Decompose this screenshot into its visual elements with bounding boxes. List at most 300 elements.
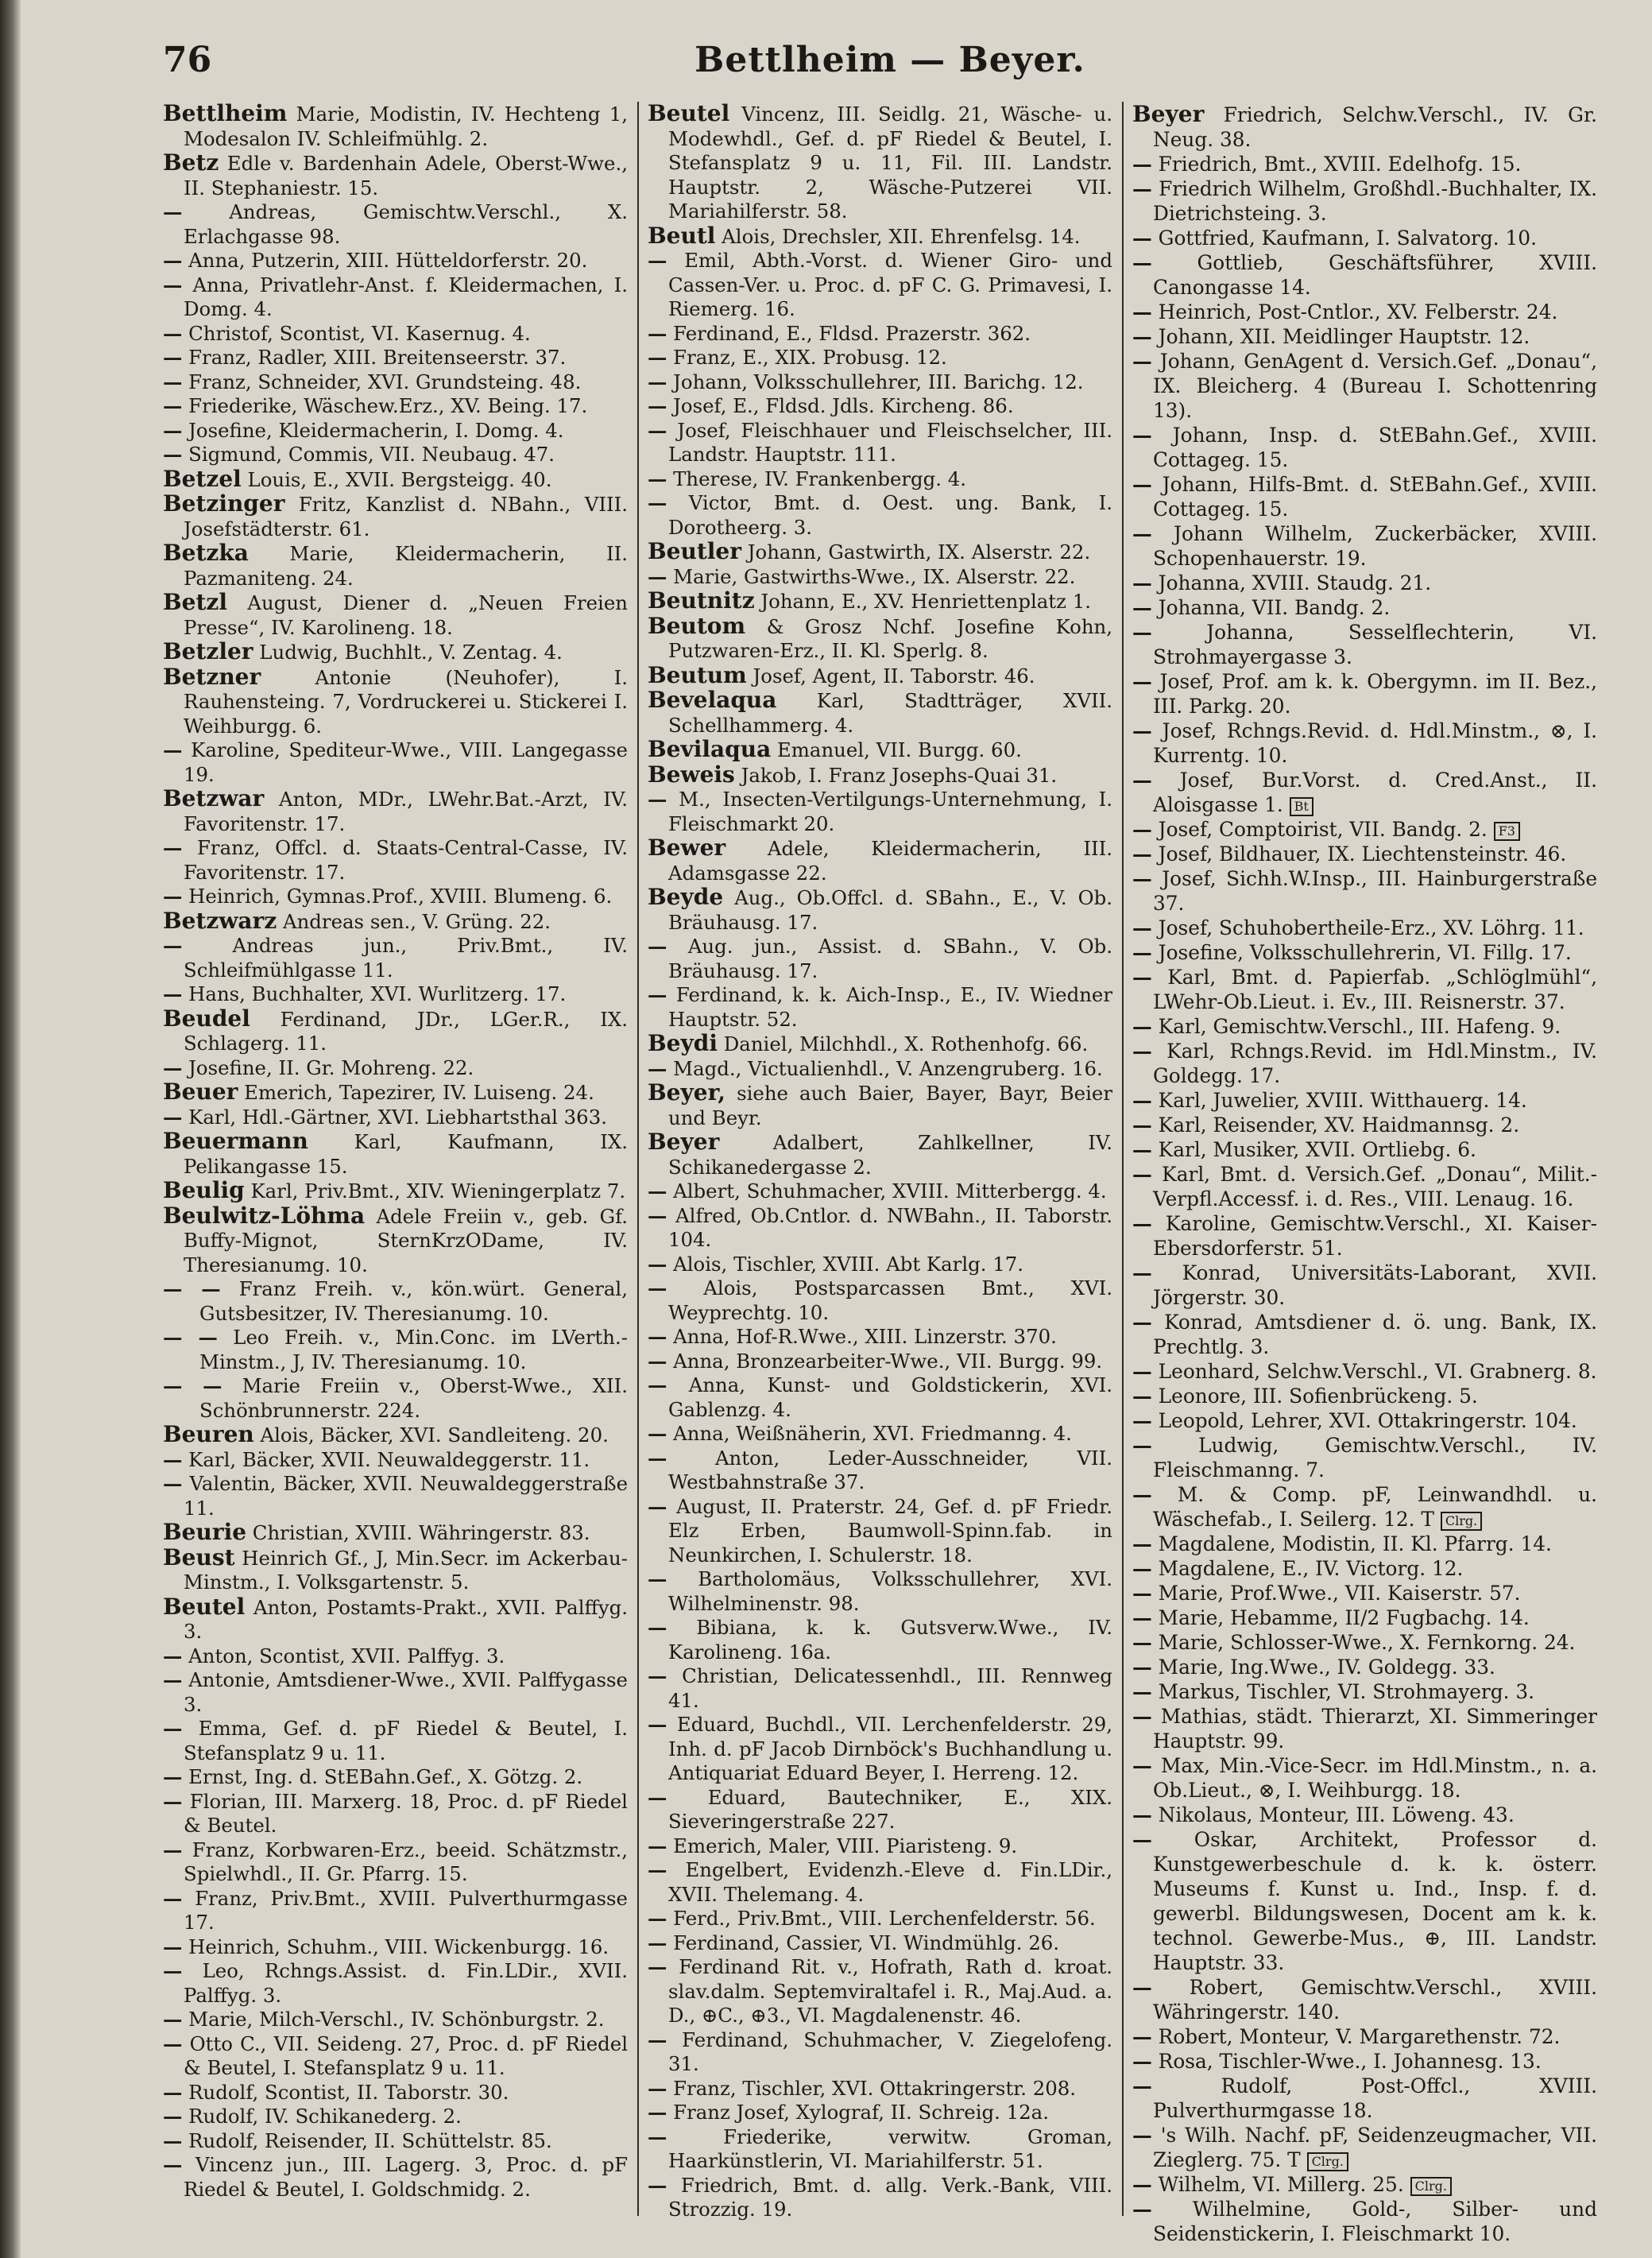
entry-surname: Beutel <box>648 100 730 126</box>
entry-text: Eduard, Bautechniker, E., XIX. Sieveringerstraße 227. <box>667 1785 1112 1833</box>
entry-surname: Beyer <box>648 1129 720 1155</box>
directory-entry <box>1132 2024 1597 2049</box>
entry-surname: Betzler <box>163 638 253 664</box>
directory-column-1 <box>163 102 628 2202</box>
entry-text: Florian, III. Marxerg. 18, Proc. d. pF Riedel & Beutel. <box>182 1789 628 1837</box>
directory-entry <box>163 200 628 249</box>
entry-dash: — <box>1132 1705 1152 1728</box>
entry-dash: — <box>1132 522 1152 545</box>
entry-dash: — <box>648 1422 667 1445</box>
directory-entry <box>1132 1408 1597 1433</box>
entry-text: Max, Min.-Vice-Secr. im Hdl.Minstm., n. a. Ob.Lieut., ⊗, I. Weihburgg. 18. <box>1151 1754 1597 1802</box>
entry-dash: — <box>1132 1483 1152 1506</box>
entry-text: Magdalene, Modistin, II. Kl. Pfarrg. 14. <box>1151 1532 1552 1555</box>
entry-text: Marie, Ing.Wwe., IV. Goldegg. 33. <box>1151 1656 1495 1679</box>
entry-text: Jakob, I. Franz Josephs-Quai 31. <box>734 763 1058 787</box>
entry-text: Wilhelm, VI. Millerg. 25. <box>1151 2173 1404 2196</box>
entry-dash: — <box>163 370 183 393</box>
entry-dash: — <box>163 2153 183 2176</box>
entry-surname: Betzel <box>163 465 242 492</box>
entry-dash: — <box>1132 1557 1152 1580</box>
directory-entry <box>163 1765 628 1790</box>
entry-text: Emil, Abth.-Vorst. d. Wiener Giro- und Cassen-Ver. u. Proc. d. pF C. G. Primavesi, I. Riemerg. 16. <box>667 249 1112 320</box>
entry-text: Friedrich, Bmt., XVIII. Edelhofg. 15. <box>1151 153 1522 176</box>
directory-entry <box>163 467 628 493</box>
directory-entry <box>1132 2049 1597 2074</box>
entry-dash: — <box>1132 2198 1152 2221</box>
entry-surname: Beuermann <box>163 1128 308 1154</box>
entry-text: Marie, Prof.Wwe., VII. Kaiserstr. 57. <box>1151 1582 1521 1605</box>
directory-entry <box>163 1838 628 1887</box>
entry-text: Karl, Kaufmann, IX. Pelikangasse 15. <box>184 1130 628 1178</box>
entry-dash: — <box>1132 1311 1152 1334</box>
entry-text: Emerich, Maler, VIII. Piaristeng. 9. <box>667 1834 1018 1857</box>
directory-entry <box>1132 1482 1597 1532</box>
entry-text: Franz Josef, Xylograf, II. Schreig. 12a. <box>667 2101 1049 2124</box>
entry-surname: Betzka <box>163 540 249 566</box>
entry-dash: — <box>1132 867 1152 890</box>
book-binding-shadow <box>0 0 21 2258</box>
entry-dash: — <box>163 346 183 369</box>
entry-surname: Betz <box>163 149 219 176</box>
directory-entry <box>163 1106 628 1130</box>
entry-text: Gottfried, Kaufmann, I. Salvatorg. 10. <box>1151 227 1537 250</box>
entry-text: Leopold, Lehrer, XVI. Ottakringerstr. 104. <box>1151 1409 1577 1432</box>
entry-text: Karl, Bmt. d. Papierfab. „Schlöglmühl“, LWehr-Ob.Lieut. i. Ev., III. Reisnerstr. 37. <box>1151 966 1597 1013</box>
entry-text: Franz, Radler, XIII. Breitenseerstr. 37. <box>182 346 567 369</box>
entry-text: Anton, Leder-Ausschneider, VII. Westbahnstraße 37. <box>667 1446 1112 1493</box>
entry-text: Konrad, Amtsdiener d. ö. ung. Bank, IX. Prechtlg. 3. <box>1151 1311 1597 1358</box>
entry-dash: — <box>1132 842 1152 866</box>
entry-dash: — <box>1132 1680 1152 1703</box>
entry-surname: Beuren <box>163 1421 254 1447</box>
entry-text: Anna, Privatlehr-Anst. f. Kleidermachen, I. Domg. 4. <box>182 273 628 320</box>
directory-entry <box>163 492 628 541</box>
entry-dash: — <box>163 1472 183 1495</box>
directory-entry <box>648 370 1112 395</box>
directory-entry <box>1132 1261 1597 1310</box>
entry-dash: — <box>648 467 667 490</box>
entry-dash: — <box>648 249 667 272</box>
entry-surname: Beutom <box>648 612 746 639</box>
directory-entry <box>1132 176 1597 226</box>
directory-entry <box>1132 152 1597 176</box>
directory-entry <box>163 419 628 443</box>
entry-text: Franz, Tischler, XVI. Ottakringerstr. 208. <box>667 2076 1077 2100</box>
entry-text: Aug. jun., Assist. d. SBahn., V. Ob. Bräuhausg. 17. <box>667 935 1112 982</box>
entry-dash: — <box>163 885 183 908</box>
entry-dash: — <box>163 2031 183 2055</box>
entry-text: Fritz, Kanzlist d. NBahn., VIII. Josefstädterstr. 61. <box>184 493 628 540</box>
directory-entry <box>163 738 628 787</box>
directory-entry <box>648 661 1112 689</box>
directory-entry <box>163 1423 628 1448</box>
entry-dash: — <box>163 2128 183 2152</box>
directory-entry <box>648 1130 1112 1179</box>
entry-dash: — <box>1132 941 1152 964</box>
entry-dash: — <box>1132 596 1152 619</box>
directory-entry <box>163 934 628 982</box>
entry-dash: — <box>1132 818 1152 841</box>
entry-text: Christof, Scontist, VI. Kasernug. 4. <box>182 321 531 345</box>
directory-column-3 <box>1132 102 1597 2246</box>
entry-surname: Beurie <box>163 1519 247 1545</box>
entry-dash: — <box>1132 251 1152 274</box>
entry-text: Ferdinand, k. k. Aich-Insp., E., IV. Wiedner Hauptstr. 52. <box>667 983 1112 1031</box>
entry-dash: — <box>648 1349 667 1373</box>
entry-dash: — <box>163 2105 183 2128</box>
entry-dash: — <box>1132 300 1152 323</box>
entry-surname: Betzl <box>163 589 227 615</box>
directory-entry <box>1132 1704 1597 1753</box>
entry-text: Friederike, Wäschew.Erz., XV. Being. 17. <box>182 394 588 417</box>
entry-text: Josefine, Volksschullehrerin, VI. Fillg. 17. <box>1151 941 1572 964</box>
entry-surname: Bettlheim <box>163 100 288 126</box>
entry-text: Alois, Drechsler, XII. Ehrenfelsg. 14. <box>715 224 1081 248</box>
entry-dash: — <box>163 443 183 466</box>
entry-surname: Betzwarz <box>163 907 277 934</box>
entry-dash: — <box>648 1494 667 1518</box>
directory-entry <box>648 102 1112 224</box>
directory-entry <box>1132 595 1597 620</box>
directory-entry <box>163 2008 628 2032</box>
entry-dash: — <box>1132 325 1152 348</box>
entry-dash: — <box>648 2124 667 2148</box>
directory-entry <box>648 1032 1112 1057</box>
entry-surname: Betzwar <box>163 785 265 811</box>
entry-text: Marie, Milch-Verschl., IV. Schönburgstr. 2. <box>182 2008 605 2031</box>
entry-dash: — <box>1132 1015 1152 1038</box>
directory-entry <box>1132 1384 1597 1408</box>
entry-text: Christian, XVIII. Währingerstr. 83. <box>246 1521 590 1544</box>
directory-entry <box>1132 1655 1597 1679</box>
directory-entry <box>648 589 1112 614</box>
entry-dash: — <box>163 321 183 345</box>
directory-entry <box>163 541 628 591</box>
directory-entry <box>648 1422 1112 1447</box>
directory-entry <box>1132 2197 1597 2246</box>
directory-entry <box>163 1520 628 1546</box>
entry-surname: Bewer <box>648 835 726 861</box>
directory-entry <box>163 1644 628 1669</box>
directory-entry <box>648 1447 1112 1495</box>
entry-surname: Beutler <box>648 538 741 564</box>
directory-entry <box>1132 1137 1597 1162</box>
directory-entry <box>1132 1211 1597 1261</box>
entry-text: Rosa, Tischler-Wwe., I. Johannesg. 13. <box>1151 2050 1542 2073</box>
directory-entry <box>1132 1162 1597 1211</box>
entry-dash: — <box>648 1955 667 1978</box>
directory-entry <box>1132 472 1597 521</box>
entry-dash: — <box>648 1373 667 1396</box>
entry-dash: — <box>648 1664 667 1687</box>
entry-text: & Grosz Nchf. Josefine Kohn, Putzwaren-Erz., II. Kl. Sperlg. 8. <box>668 614 1112 662</box>
directory-entry <box>1132 940 1597 965</box>
directory-entry <box>1132 102 1597 152</box>
entry-text: Josef, Agent, II. Taborstr. 46. <box>746 664 1035 687</box>
directory-entry <box>163 1887 628 1935</box>
entry-text: Louis, E., XVII. Bergsteigg. 40. <box>241 467 552 491</box>
entry-text: Albert, Schuhmacher, XVIII. Mitterbergg. 4. <box>667 1179 1107 1203</box>
entry-text: August, Diener d. „Neuen Freien Presse“, IV. Karolineng. 18. <box>184 591 628 639</box>
entry-dash: — <box>163 1838 183 1861</box>
directory-entry <box>648 1664 1112 1713</box>
entry-text: Josef, E., Fldsd. Jdls. Kircheng. 86. <box>667 394 1014 417</box>
entry-dash: — <box>163 249 183 272</box>
directory-entry <box>648 688 1112 738</box>
directory-entry <box>1132 521 1597 571</box>
directory-entry <box>648 224 1112 250</box>
entry-text: Karl, Reisender, XV. Haidmannsg. 2. <box>1151 1114 1520 1137</box>
entry-dash: — <box>1132 1114 1152 1137</box>
entry-text: Marie, Hebamme, II/2 Fugbachg. 14. <box>1151 1606 1530 1629</box>
directory-entry <box>648 2101 1112 2125</box>
directory-entry <box>648 1495 1112 1568</box>
entry-surname: Beyde <box>648 884 724 910</box>
directory-entry <box>648 935 1112 983</box>
entry-text: Karl, Bäcker, XVII. Neuwaldeggerstr. 11. <box>182 1447 590 1471</box>
entry-surname: Beulwitz-Löhma <box>163 1202 366 1229</box>
entry-text: Johann Wilhelm, Zuckerbäcker, XVIII. Schopenhauerstr. 19. <box>1151 522 1597 570</box>
directory-entry <box>163 1790 628 1838</box>
entry-text: Antonie, Amtsdiener-Wwe., XVII. Palffygasse 3. <box>182 1668 628 1716</box>
entry-dash: — <box>648 788 667 811</box>
directory-entry <box>648 394 1112 419</box>
entry-dash: — <box>648 1179 667 1203</box>
entry-dash: — <box>163 2080 183 2104</box>
entry-text: Alfred, Ob.Cntlor. d. NWBahn., II. Taborstr. 104. <box>667 1203 1112 1251</box>
entry-dash: — <box>1132 424 1152 447</box>
entry-text: Karl, Hdl.-Gärtner, XVI. Liebhartsthal 363. <box>182 1105 607 1129</box>
entry-dash: — <box>1132 1532 1152 1555</box>
directory-entry <box>163 1080 628 1106</box>
entry-surname: Beyer, <box>648 1079 726 1106</box>
entry-dash: — <box>648 370 667 393</box>
entry-text: Anna, Bronzearbeiter-Wwe., VII. Burgg. 99. <box>667 1349 1103 1373</box>
entry-dash: — <box>163 1644 183 1667</box>
entry-dash: — <box>163 418 183 442</box>
entry-text: Heinrich, Post-Cntlor., XV. Felberstr. 24. <box>1151 300 1558 323</box>
entry-dash: — <box>648 2028 667 2051</box>
directory-entry <box>163 885 628 909</box>
entry-dash: — <box>648 1931 667 1954</box>
entry-text: Mathias, städt. Thierarzt, XI. Simmeringer Hauptstr. 99. <box>1151 1705 1597 1753</box>
directory-entry <box>648 614 1112 664</box>
entry-text: Johann, E., XV. Henriettenplatz 1. <box>754 590 1091 613</box>
directory-entry <box>1132 669 1597 718</box>
entry-dash: — <box>648 1785 667 1809</box>
directory-entry <box>648 1350 1112 1374</box>
entry-boxed-mark: Bt <box>1290 797 1313 816</box>
entry-text: Karl, Stadtträger, XVII. Schellhammerg. 4. <box>668 689 1112 737</box>
entry-dash: — — <box>163 1374 222 1397</box>
entry-dash: — <box>1132 1803 1152 1826</box>
entry-dash: — <box>163 1765 183 1788</box>
directory-entry <box>648 1204 1112 1253</box>
entry-text: Leonhard, Selchw.Verschl., VI. Grabnerg. 8. <box>1151 1360 1597 1383</box>
directory-entry <box>648 1276 1112 1325</box>
directory-entry <box>163 443 628 467</box>
entry-text: Magdalene, E., IV. Victorg. 12. <box>1151 1557 1464 1580</box>
entry-surname: Beutel <box>163 1593 246 1620</box>
directory-entry <box>648 1713 1112 1786</box>
directory-entry <box>163 151 628 200</box>
directory-entry <box>648 2077 1112 2101</box>
entry-text: Rudolf, IV. Schikanederg. 2. <box>182 2105 462 2128</box>
entry-text: Antonie (Neuhofer), I. Rauhensteing. 7, Vordruckerei u. Stickerei I. Weihburgg. 6. <box>184 665 628 738</box>
entry-text: Franz Freih. v., kön.würt. General, Gutsbesitzer, IV. Theresianumg. 10. <box>199 1277 628 1325</box>
entry-dash: — <box>1132 1360 1152 1383</box>
entry-text: Emma, Gef. d. pF Riedel & Beutel, I. Stefansplatz 9 u. 11. <box>182 1717 628 1764</box>
entry-text: Ludwig, Gemischtw.Verschl., IV. Fleischmanng. 7. <box>1151 1434 1597 1481</box>
directory-entry <box>648 322 1112 347</box>
entry-dash: — <box>163 1105 183 1129</box>
page-header <box>163 40 1617 87</box>
directory-entry <box>648 491 1112 540</box>
directory-entry <box>1132 842 1597 866</box>
directory-entry <box>163 1935 628 1960</box>
entry-text: Eduard, Buchdl., VII. Lerchenfelderstr. 29, Inh. d. pF Jacob Dirnböck's Buchhandlung u. Antiquariat Eduard Beyer, I. Herreng. 12. <box>667 1713 1112 1784</box>
entry-dash: — <box>1132 473 1152 496</box>
entry-dash: — <box>163 2008 183 2031</box>
directory-entry <box>163 1007 628 1056</box>
entry-text: Edle v. Bardenhain Adele, Oberst-Wwe., II. Stephaniestr. 15. <box>184 152 628 199</box>
entry-text: Bartholomäus, Volksschullehrer, XVI. Wilhelminenstr. 98. <box>667 1567 1112 1615</box>
directory-entry <box>163 273 628 322</box>
directory-entry <box>648 1616 1112 1664</box>
entry-text: Alois, Postsparcassen Bmt., XVI. Weyprechtg. 10. <box>667 1276 1112 1324</box>
directory-entry <box>1132 1630 1597 1655</box>
entry-text: M., Insecten-Vertilgungs-Unternehmung, I. Fleischmarkt 20. <box>667 788 1112 835</box>
directory-entry <box>1132 1556 1597 1581</box>
entry-text: Karl, Musiker, XVII. Ortliebg. 6. <box>1151 1138 1476 1161</box>
entry-text: Robert, Monteur, V. Margarethenstr. 72. <box>1151 2025 1561 2048</box>
entry-text: Ferdinand, JDr., LGer.R., IX. Schlagerg. 11. <box>184 1007 628 1055</box>
entry-text: Friederike, verwitw. Groman, Haarkünstlerin, VI. Mariahilferstr. 51. <box>667 2124 1112 2172</box>
entry-text: Josef, Comptoirist, VII. Bandg. 2. <box>1151 818 1488 841</box>
entry-text: Emerich, Tapezirer, IV. Luiseng. 24. <box>238 1081 594 1104</box>
entry-dash: — <box>1132 1606 1152 1629</box>
entry-surname: Beust <box>163 1543 235 1571</box>
entry-dash: — <box>648 2173 667 2197</box>
entry-text: Nikolaus, Monteur, III. Löweng. 43. <box>1151 1803 1515 1826</box>
directory-entry <box>163 249 628 273</box>
directory-entry <box>1132 349 1597 423</box>
entry-dash: — <box>648 1858 667 1881</box>
entry-dash: — <box>163 1055 183 1079</box>
entry-dash: — <box>1132 1089 1152 1112</box>
directory-entry <box>163 2081 628 2105</box>
column-divider <box>637 102 639 2216</box>
entry-text: Anton, Scontist, XVII. Palffyg. 3. <box>182 1644 505 1667</box>
directory-entry <box>648 249 1112 322</box>
entry-dash: — <box>163 982 183 1005</box>
entry-dash: — <box>1132 1976 1152 1999</box>
directory-entry <box>1132 324 1597 349</box>
entry-text: Josef, Schuhobertheile-Erz., XV. Löhrg. 11. <box>1151 916 1584 939</box>
entry-dash: — <box>1132 2124 1152 2147</box>
directory-entry <box>1132 620 1597 669</box>
entry-boxed-mark: F3 <box>1494 822 1520 841</box>
entry-surname: Beutum <box>648 661 747 688</box>
directory-entry <box>1132 226 1597 250</box>
directory-entry <box>1132 2172 1597 2197</box>
entry-dash: — <box>648 2076 667 2100</box>
directory-entry <box>648 1907 1112 1931</box>
entry-text: Marie, Schlosser-Wwe., X. Fernkorng. 24. <box>1151 1631 1576 1654</box>
entry-dash: — <box>1132 1828 1152 1851</box>
entry-text: Friedrich, Bmt. d. allg. Verk.-Bank, VIII. Strozzig. 19. <box>667 2173 1112 2221</box>
entry-dash: — <box>163 394 183 417</box>
directory-entry <box>163 1056 628 1081</box>
directory-entry <box>163 102 628 151</box>
entry-dash: — <box>1132 1754 1152 1777</box>
entry-dash: — <box>1132 1434 1152 1457</box>
entry-text: M. & Comp. pF, Leinwandhdl. u. Wäschefab., I. Seilerg. 12. T <box>1151 1483 1597 1531</box>
entry-text: Marie, Gastwirths-Wwe., IX. Alserstr. 22. <box>667 564 1076 588</box>
entry-text: Andreas jun., Priv.Bmt., IV. Schleifmühlgasse 11. <box>182 934 628 982</box>
entry-text: Therese, IV. Frankenbergg. 4. <box>667 467 967 490</box>
entry-text: Johann, Insp. d. StEBahn.Gef., XVIII. Cottageg. 15. <box>1151 424 1597 471</box>
entry-dash: — <box>1132 1138 1152 1161</box>
entry-text: Anna, Putzerin, XIII. Hütteldorferstr. 20. <box>182 249 588 272</box>
entry-dash: — <box>1132 1040 1152 1063</box>
entry-dash: — <box>163 273 183 296</box>
entry-text: Adele Freiin v., geb. Gf. Buffy-Mignot, SternKrzODame, IV. Theresianumg. 10. <box>184 1204 628 1276</box>
entry-surname: Beweis <box>648 761 735 788</box>
entry-dash: — <box>1132 153 1152 176</box>
entry-text: Anna, Kunst- und Goldstickerin, XVI. Gablenzg. 4. <box>667 1373 1112 1421</box>
entry-text: Johann, GenAgent d. Versich.Gef. „Donau“, IX. Bleicherg. 4 (Bureau I. Schottenring 13). <box>1151 350 1597 422</box>
entry-text: Anton, Postamts-Prakt., XVII. Palffyg. 3. <box>184 1595 628 1643</box>
entry-dash: — <box>1132 1582 1152 1605</box>
directory-entry <box>648 1858 1112 1907</box>
entry-text: Karl, Rchngs.Revid. im Hdl.Minstm., IV. Goldegg. 17. <box>1151 1040 1597 1087</box>
entry-dash: — <box>163 200 183 223</box>
entry-surname: Betzinger <box>163 490 285 517</box>
directory-entry <box>648 565 1112 590</box>
directory-entry <box>648 1325 1112 1350</box>
entry-text: siehe auch Baier, Bayer, Bayr, Beier und Beyr. <box>668 1082 1112 1129</box>
entry-text: Ludwig, Buchhlt., V. Zentag. 4. <box>253 641 563 664</box>
directory-entry <box>648 1253 1112 1277</box>
entry-text: Karl, Gemischtw.Verschl., III. Hafeng. 9. <box>1151 1015 1561 1038</box>
directory-entry <box>648 1057 1112 1082</box>
directory-entry <box>648 540 1112 565</box>
directory-entry <box>1132 300 1597 324</box>
directory-entry <box>163 370 628 395</box>
directory-entry <box>163 1668 628 1717</box>
directory-entry <box>1132 1679 1597 1704</box>
entry-text: Johanna, XVIII. Staudg. 21. <box>1151 571 1432 595</box>
directory-entry <box>163 1959 628 2008</box>
entry-dash: — <box>1132 1212 1152 1235</box>
directory-entry <box>1132 965 1597 1014</box>
directory-entry <box>163 1326 628 1374</box>
directory-entry <box>163 640 628 665</box>
entry-text: Johanna, Sesselflechterin, VI. Strohmayergasse 3. <box>1151 621 1597 668</box>
directory-entry <box>1132 1359 1597 1384</box>
entry-text: Adalbert, Zahlkellner, IV. Schikanedergasse 2. <box>668 1131 1112 1179</box>
entry-dash: — <box>1132 1409 1152 1432</box>
entry-dash: — <box>163 1447 183 1471</box>
entry-text: Ferd., Priv.Bmt., VIII. Lerchenfelderstr. 56. <box>667 1907 1096 1930</box>
entry-text: Hans, Buchhalter, XVI. Wurlitzerg. 17. <box>182 982 567 1005</box>
entry-dash: — <box>1132 916 1152 939</box>
directory-entry <box>648 836 1112 885</box>
entry-dash: — <box>1132 769 1152 792</box>
directory-entry <box>1132 1605 1597 1630</box>
